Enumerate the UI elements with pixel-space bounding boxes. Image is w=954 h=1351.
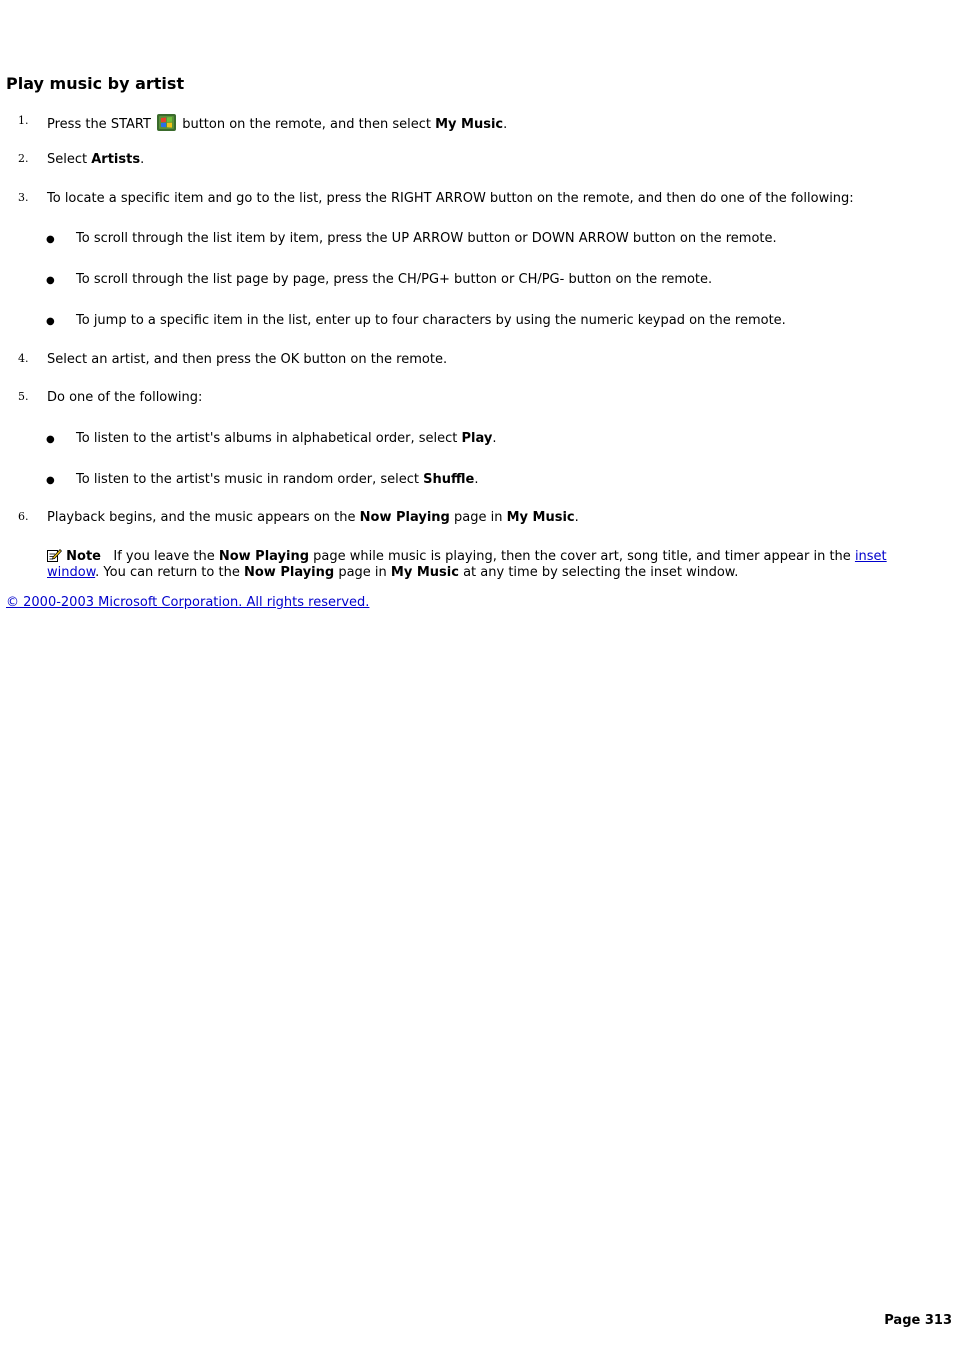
step-number: 4.: [18, 352, 29, 365]
page-title: Play music by artist: [6, 74, 185, 93]
bullet-text: To scroll through the list item by item, press the UP ARROW button or DOWN ARROW button on the remote.: [76, 231, 777, 246]
step-text-part: .: [140, 152, 145, 167]
list-item: [0, 231, 954, 251]
note-bold-term: Now Playing: [218, 549, 310, 564]
step-text-part: .: [503, 117, 508, 132]
bullet-text: To jump to a specific item in the list, enter up to four characters by using the numeric keypad on the remote.: [76, 313, 786, 328]
note-text: If you leave the: [113, 549, 215, 564]
note-block: [47, 548, 942, 581]
step-5: [0, 390, 954, 410]
list-item: [0, 472, 954, 492]
inset-window-link[interactable]: inset window: [47, 549, 887, 580]
step-3: [0, 191, 954, 211]
bullet-text-part: .: [492, 431, 497, 446]
step-2: [0, 152, 954, 172]
bullet-bold-term: Play: [461, 431, 493, 446]
step-number: 1.: [18, 114, 29, 127]
step-number: 5.: [18, 390, 29, 403]
step-4: [0, 352, 954, 372]
note-bold-term: Now Playing: [243, 565, 335, 580]
list-item: [0, 431, 954, 451]
bullet-bold-term: Shuffle: [423, 472, 475, 487]
step-number: 2.: [18, 152, 29, 165]
step-text: To locate a specific item and go to the list, press the RIGHT ARROW button on the remote, and then do one of the following:: [47, 191, 854, 206]
step-text-part: Press the START: [47, 117, 151, 132]
bullet-text: [76, 472, 478, 487]
step-text: [47, 152, 144, 167]
note-text: at any time by selecting the inset window.: [463, 565, 739, 580]
step-text-part: button on the remote, and then select: [182, 117, 431, 132]
note-label: Note: [66, 549, 101, 564]
note-text: . You can return to the: [95, 565, 240, 580]
list-item: [0, 313, 954, 333]
step-number: 3.: [18, 191, 29, 204]
step-text-part: Select: [47, 152, 88, 167]
step-text-part: .: [574, 510, 579, 525]
bullet-text: To scroll through the list page by page, press the CH/PG+ button or CH/PG- button on the remote.: [76, 272, 713, 287]
step-6: [0, 510, 954, 530]
bullet-icon: ●: [46, 475, 55, 486]
step-text-part: page in: [453, 510, 503, 525]
step-text-part: Playback begins, and the music appears on the: [47, 510, 356, 525]
step-text: [47, 114, 507, 132]
copyright-link[interactable]: © 2000-2003 Microsoft Corporation. All rights reserved.: [6, 595, 370, 610]
bullet-text: [76, 431, 496, 446]
step-bold-term: Artists: [91, 152, 141, 167]
step-number: 6.: [18, 510, 29, 523]
windows-start-icon: [157, 114, 176, 131]
step-bold-term: My Music: [435, 117, 504, 132]
note-bold-term: My Music: [390, 565, 459, 580]
step-bold-term: My Music: [506, 510, 575, 525]
step-text: [47, 510, 579, 525]
note-text: page in: [338, 565, 387, 580]
page-number: Page 313: [884, 1313, 952, 1328]
step-bold-term: Now Playing: [359, 510, 450, 525]
step-text: Select an artist, and then press the OK button on the remote.: [47, 352, 448, 367]
bullet-text-part: .: [474, 472, 479, 487]
bullet-icon: ●: [46, 234, 55, 245]
step-1: [0, 114, 954, 134]
bullet-icon: ●: [46, 434, 55, 445]
bullet-text-part: To listen to the artist's music in random order, select: [76, 472, 419, 487]
bullet-icon: ●: [46, 316, 55, 327]
note-pencil-icon: [47, 548, 62, 562]
note-text: page while music is playing, then the cover art, song title, and timer appear in the: [313, 549, 851, 564]
bullet-icon: ●: [46, 275, 55, 286]
step-text: Do one of the following:: [47, 390, 203, 405]
list-item: [0, 272, 954, 292]
bullet-text-part: To listen to the artist's albums in alphabetical order, select: [76, 431, 458, 446]
